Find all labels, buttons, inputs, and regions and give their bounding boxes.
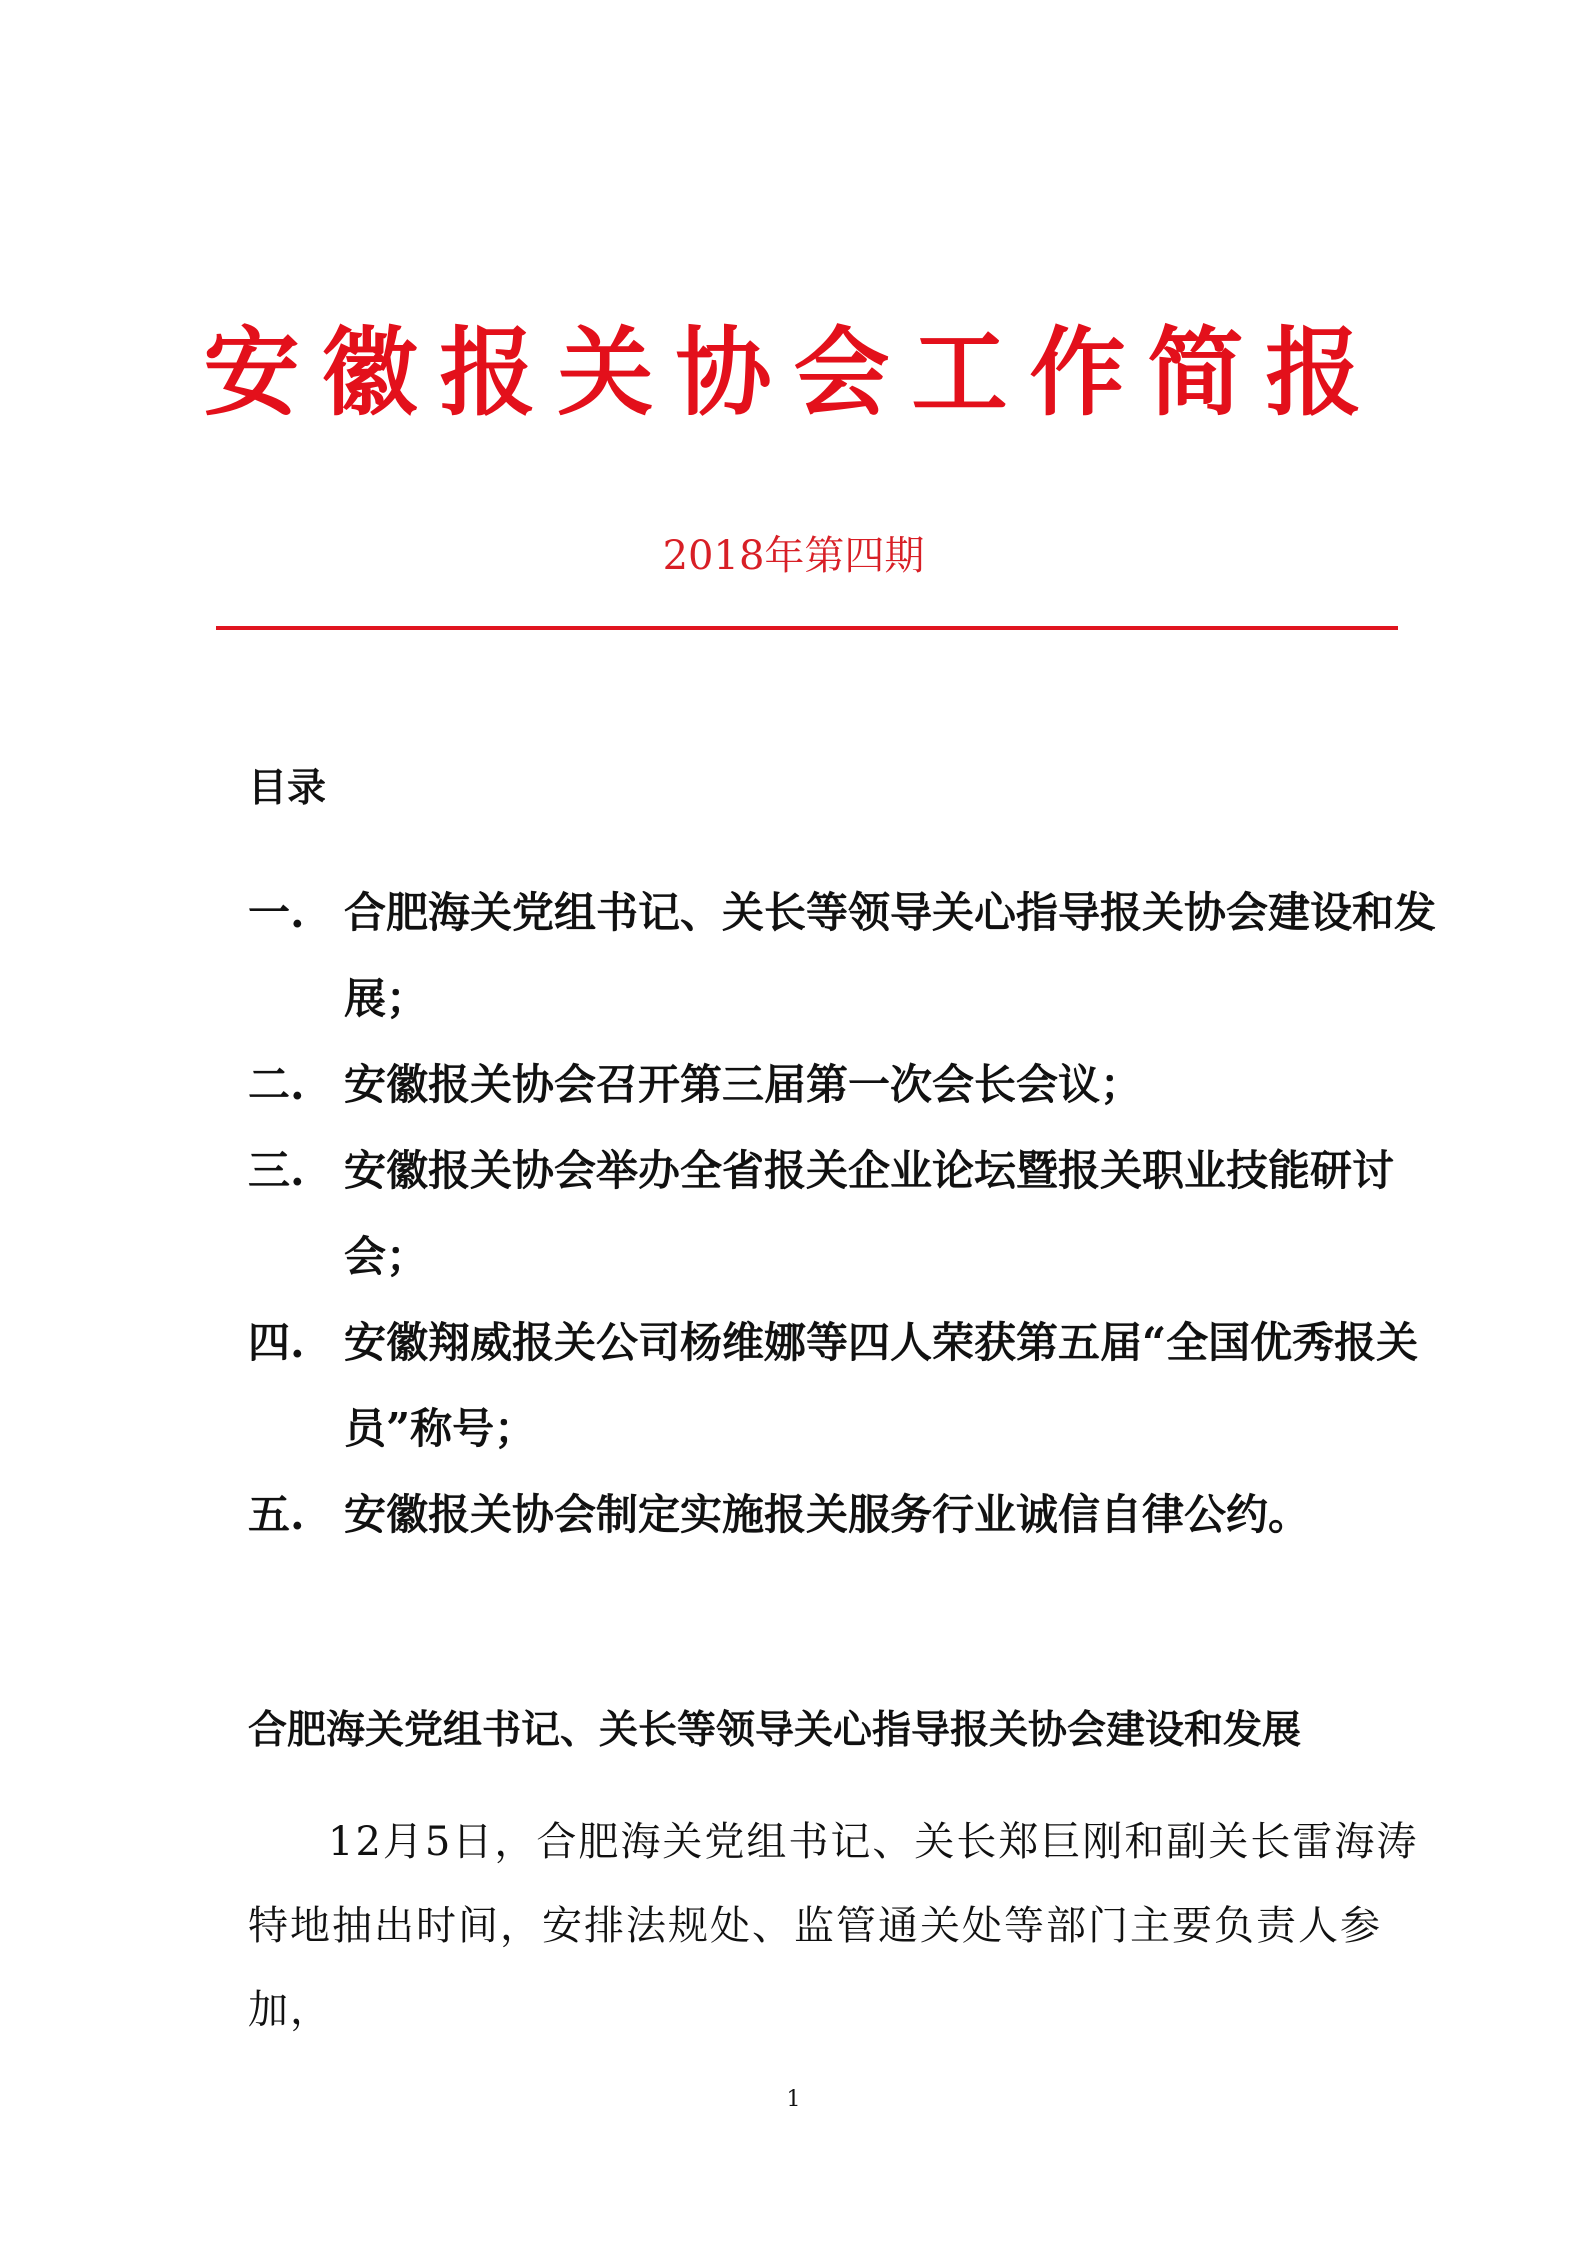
toc-item-text: 合肥海关党组书记、关长等领导关心指导报关协会建设和发展； (344, 888, 1437, 1023)
toc-item-text: 安徽报关协会举办全省报关企业论坛暨报关职业技能研讨会； (344, 1146, 1395, 1281)
toc-item (248, 1472, 1448, 1558)
toc-item-number: 三. (248, 1146, 305, 1195)
issue-number: 2018年第四期 (662, 533, 925, 579)
toc-item-number: 二. (248, 1060, 305, 1109)
toc-item-text: 安徽翔威报关公司杨维娜等四人荣获第五届“全国优秀报关员”称号； (344, 1318, 1419, 1453)
toc-item (248, 1300, 1448, 1472)
toc-item (248, 870, 1448, 1042)
toc-item (248, 1042, 1448, 1128)
toc-item-number: 四. (248, 1318, 305, 1367)
article-paragraph: 12月5日，合肥海关党组书记、关长郑巨刚和副关长雷海涛特地抽出时间，安排法规处、监管通关处等部门主要负责人参加， (248, 1819, 1419, 2033)
toc-item-number: 一. (248, 888, 305, 937)
toc-item (248, 1128, 1448, 1300)
toc-heading: 目录 (248, 765, 327, 811)
page-number: 1 (786, 2087, 801, 2112)
article-title: 合肥海关党组书记、关长等领导关心指导报关协会建设和发展 (248, 1707, 1302, 1753)
bulletin-title: 安徽报关协会工作简报 (203, 317, 1384, 429)
table-of-contents (248, 870, 1448, 1558)
toc-item-text: 安徽报关协会召开第三届第一次会长会议； (344, 1060, 1143, 1109)
toc-item-text: 安徽报关协会制定实施报关服务行业诚信自律公约。 (344, 1490, 1311, 1539)
header-divider (216, 626, 1398, 630)
toc-item-number: 五. (248, 1490, 305, 1539)
